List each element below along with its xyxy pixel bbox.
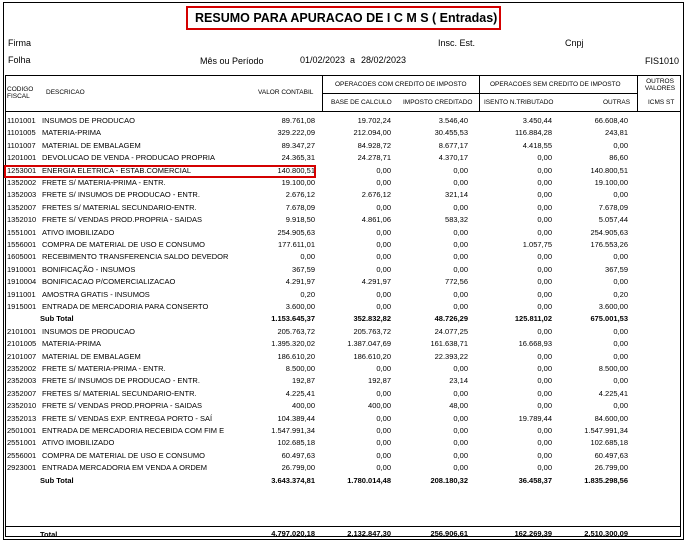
row-base: 4.861,06 [361, 215, 391, 225]
row-imposto: 0,00 [453, 252, 468, 262]
row-valor: 89.761,08 [281, 116, 315, 125]
row-desc: ENTRADA DE MERCADORIA PARA CONSERTO [42, 302, 209, 311]
row-isento: 0,00 [537, 463, 552, 473]
row-base: 0,00 [376, 388, 391, 398]
row-desc: FRETE S/ VENDAS PROD.PROPRIA - SAIDAS [42, 215, 203, 225]
row-desc: Sub Total [40, 314, 74, 324]
row-code: 2352007 [7, 388, 37, 398]
row-outras: 0,00 [613, 277, 628, 287]
row-valor: 8.500,00 [285, 364, 315, 373]
row-outras: 1.835.298,56 [584, 475, 628, 485]
row-base: 0,00 [376, 289, 391, 299]
row-desc: ATIVO IMOBILIZADO [42, 227, 115, 237]
row-base: 0,00 [376, 426, 391, 435]
table-row [6, 350, 680, 363]
cnpj-label: Cnpj [565, 38, 584, 48]
row-outras: 0,00 [613, 252, 628, 262]
row-valor: 3.643.374,81 [271, 475, 315, 485]
row-imposto: 321,14 [445, 190, 468, 200]
row-base: 352.832,82 [353, 314, 391, 324]
col-icms-st: ICMS ST [648, 99, 675, 106]
row-isento: 0,00 [537, 178, 552, 187]
table-row [6, 126, 680, 139]
table-row [6, 114, 680, 127]
row-code: 2101007 [7, 351, 37, 361]
table-row [6, 461, 680, 474]
row-code: 1352003 [7, 190, 37, 200]
row-isento: 0,00 [537, 252, 552, 262]
row-isento: 0,00 [537, 190, 552, 200]
row-code: 1352010 [7, 215, 37, 225]
row-imposto: 22.393,22 [434, 351, 468, 361]
row-isento: 0,00 [537, 351, 552, 361]
row-code: 2352013 [7, 413, 37, 423]
row-highlight [4, 165, 316, 178]
row-imposto: 8.677,17 [438, 140, 468, 150]
row-isento: 116.884,28 [515, 128, 552, 138]
table-row [6, 250, 680, 263]
row-code: 2352003 [7, 376, 37, 386]
row-outras: 3.600,00 [598, 302, 628, 311]
row-valor: 205.763,72 [277, 326, 315, 336]
row-imposto: 583,32 [445, 215, 468, 225]
row-base: 84.928,72 [357, 140, 391, 150]
row-outras: 0,20 [613, 289, 628, 299]
row-code: 1910001 [7, 264, 37, 274]
row-isento: 0,00 [537, 376, 552, 386]
row-desc: COMPRA DE MATERIAL DE USO E CONSUMO [42, 240, 205, 249]
total-isento: 162.269,39 [514, 529, 552, 538]
row-valor: 329.222,09 [277, 128, 315, 138]
table-row [6, 399, 680, 412]
table-row [6, 139, 680, 152]
row-code: 1201001 [7, 153, 37, 163]
total-valor: 4.797.020,18 [271, 529, 315, 538]
row-base: 192,87 [368, 376, 391, 386]
row-isento: 3.450,44 [522, 116, 552, 125]
row-desc: MATERIA-PRIMA [42, 128, 102, 138]
row-base: 0,00 [376, 240, 391, 249]
row-outras: 140.800,51 [590, 165, 628, 175]
row-desc: INSUMOS DE PRODUCAO [42, 326, 135, 336]
row-valor: 177.611,01 [278, 240, 315, 249]
row-isento: 4.418,55 [522, 140, 552, 150]
row-valor: 19.100,00 [281, 178, 315, 187]
row-base: 0,00 [376, 364, 391, 373]
table-row [6, 300, 680, 313]
periodo-from: 01/02/2023 [300, 55, 346, 65]
row-valor: 2.676,12 [285, 190, 315, 200]
row-isento: 36.458,37 [518, 475, 552, 485]
row-code: 1551001 [7, 227, 37, 237]
row-valor: 400,00 [292, 401, 315, 411]
col-imposto-creditado: IMPOSTO CREDITADO [403, 99, 473, 106]
row-desc: BONIFICACAO P/COMERCIALIZACAO [42, 277, 176, 287]
row-isento: 1.057,75 [522, 240, 552, 249]
table-row [6, 325, 680, 338]
row-imposto: 0,00 [453, 240, 468, 249]
row-desc: MATERIA-PRIMA [42, 339, 102, 349]
subtotal-row [6, 312, 680, 325]
row-isento: 0,00 [537, 438, 552, 448]
row-desc: FRETE S/ MATERIA-PRIMA - ENTR. [42, 364, 166, 373]
table-row [6, 288, 680, 301]
report-title: RESUMO PARA APURACAO DE I C M S ( Entradas) [195, 11, 498, 25]
row-valor: 3.600,00 [285, 302, 315, 311]
row-isento: 0,00 [537, 302, 552, 311]
table-row [6, 275, 680, 288]
row-valor: 7.678,09 [285, 202, 315, 212]
row-desc: RECEBIMENTO TRANSFERENCIA SALDO DEVEDOR [42, 252, 229, 262]
row-outras: 102.685,18 [590, 438, 628, 448]
row-code: 1101001 [7, 116, 36, 125]
row-imposto: 0,00 [453, 364, 468, 373]
row-base: 0,00 [376, 264, 391, 274]
row-imposto: 0,00 [453, 165, 468, 175]
row-valor: 102.685,18 [277, 438, 315, 448]
table-row [6, 213, 680, 226]
row-outras: 7.678,09 [598, 202, 628, 212]
row-desc: FRETE S/ MATERIA-PRIMA - ENTR. [42, 178, 166, 187]
report-code: FIS1010 [645, 56, 680, 66]
row-code: 2101001 [7, 326, 37, 336]
row-outras: 26.799,00 [594, 463, 628, 473]
row-imposto: 0,00 [453, 426, 468, 435]
row-code: 1253001 [7, 165, 37, 175]
row-base: 0,00 [376, 438, 391, 448]
row-outras: 8.500,00 [598, 364, 628, 373]
row-valor: 104.389,44 [277, 413, 315, 423]
row-base: 0,00 [376, 252, 391, 262]
row-valor: 1.153.645,37 [271, 314, 315, 324]
row-base: 186.610,20 [353, 351, 391, 361]
row-valor: 89.347,27 [281, 140, 315, 150]
col-sem-credito: OPERACOES SEM CREDITO DE IMPOSTO [490, 81, 621, 88]
col-isento: ISENTO N.TRIBUTADO [484, 99, 554, 106]
table-row [6, 263, 680, 276]
row-isento: 125.811,02 [514, 314, 552, 324]
row-isento: 19.789,44 [518, 413, 552, 423]
row-desc: FRETE S/ VENDAS EXP. ENTREGA PORTO - SAÍ [42, 413, 213, 423]
row-isento: 0,00 [537, 153, 552, 163]
row-outras: 0,00 [613, 401, 628, 411]
row-imposto: 0,00 [453, 264, 468, 274]
row-base: 0,00 [376, 165, 391, 175]
col-outros-valores: OUTROS VALORES [644, 78, 676, 92]
row-isento: 0,00 [537, 277, 552, 287]
row-desc: FRETE S/ VENDAS PROD.PROPRIA - SAIDAS [42, 401, 203, 411]
row-code: 2352010 [7, 401, 37, 411]
row-desc: FRETE S/ INSUMOS DE PRODUCAO - ENTR. [42, 376, 200, 386]
row-valor: 4.225,41 [285, 388, 315, 398]
table-row [6, 449, 680, 462]
row-valor: 367,59 [292, 264, 315, 274]
row-imposto: 30.455,53 [434, 128, 468, 138]
table-row [6, 374, 680, 387]
total-row [6, 527, 680, 540]
row-imposto: 0,00 [453, 438, 468, 448]
table-row [6, 201, 680, 214]
row-desc: AMOSTRA GRATIS - INSUMOS [42, 289, 150, 299]
folha-label: Folha [8, 55, 31, 65]
row-base: 212.094,00 [353, 128, 391, 138]
row-desc: INSUMOS DE PRODUCAO [42, 116, 135, 125]
row-code: 2923001 [7, 463, 37, 473]
row-outras: 1.547.991,34 [584, 426, 628, 435]
total-base: 2.132.847,30 [347, 529, 391, 538]
row-desc: ENTRADA DE MERCADORIA RECEBIDA COM FIM E [42, 426, 225, 435]
row-valor: 254.905,63 [277, 227, 315, 237]
table-row [6, 337, 680, 350]
row-desc: MATERIAL DE EMBALAGEM [42, 351, 141, 361]
row-base: 400,00 [368, 401, 391, 411]
row-outras: 0,00 [613, 339, 628, 349]
row-code: 2101005 [7, 339, 37, 349]
row-valor: 60.497,63 [281, 450, 315, 460]
row-imposto: 0,00 [453, 289, 468, 299]
row-base: 0,00 [376, 302, 391, 311]
total-imposto: 256.906,61 [430, 529, 468, 538]
row-valor: 4.291,97 [285, 277, 315, 287]
row-outras: 19.100,00 [594, 178, 628, 187]
row-imposto: 0,00 [453, 178, 468, 187]
row-base: 1.780.014,48 [347, 475, 391, 485]
row-code: 1101005 [7, 128, 36, 138]
row-isento: 0,00 [537, 202, 552, 212]
row-outras: 0,00 [613, 376, 628, 386]
row-isento: 0,00 [537, 289, 552, 299]
row-outras: 66.608,40 [594, 116, 628, 125]
row-base: 2.676,12 [361, 190, 391, 200]
row-base: 0,00 [376, 413, 391, 423]
row-imposto: 0,00 [453, 413, 468, 423]
row-outras: 176.553,26 [590, 240, 628, 249]
row-outras: 243,81 [605, 128, 628, 138]
row-imposto: 3.546,40 [438, 116, 468, 125]
row-code: 1101007 [7, 140, 36, 150]
row-code: 1910004 [7, 277, 37, 287]
row-imposto: 161.638,71 [430, 339, 468, 349]
row-base: 205.763,72 [353, 326, 391, 336]
row-imposto: 48,00 [449, 401, 468, 411]
row-valor: 1.395.320,02 [271, 339, 315, 349]
row-isento: 0,00 [537, 165, 552, 175]
row-code: 1911001 [7, 289, 36, 299]
row-outras: 4.225,41 [598, 388, 628, 398]
col-valor-contabil: VALOR CONTABIL [258, 89, 314, 96]
row-valor: 140.800,51 [277, 165, 315, 175]
row-base: 0,00 [376, 227, 391, 237]
row-imposto: 208.180,32 [430, 475, 468, 485]
row-desc: Sub Total [40, 475, 74, 485]
row-outras: 60.497,63 [594, 450, 628, 460]
row-imposto: 772,56 [445, 277, 468, 287]
row-valor: 1.547.991,34 [271, 426, 315, 435]
firma-label: Firma [8, 38, 31, 48]
row-outras: 0,00 [613, 140, 628, 150]
row-isento: 0,00 [537, 264, 552, 274]
row-valor: 192,87 [292, 376, 315, 386]
col-outras: OUTRAS [603, 99, 631, 106]
row-isento: 0,00 [537, 401, 552, 411]
row-desc: DEVOLUCAO DE VENDA - PRODUCAO PROPRIA [42, 153, 215, 163]
table-row [6, 424, 680, 437]
row-base: 0,00 [376, 463, 391, 473]
row-imposto: 23,14 [449, 376, 468, 386]
row-desc: FRETES S/ MATERIAL SECUNDARIO-ENTR. [42, 202, 197, 212]
row-desc: COMPRA DE MATERIAL DE USO E CONSUMO [42, 450, 205, 460]
row-code: 1556001 [7, 240, 37, 249]
row-outras: 86,60 [609, 153, 628, 163]
row-desc: MATERIAL DE EMBALAGEM [42, 140, 141, 150]
row-desc: ENTRADA MERCADORIA EM VENDA A ORDEM [42, 463, 208, 473]
row-code: 2551001 [7, 438, 37, 448]
row-outras: 5.057,44 [598, 215, 628, 225]
row-imposto: 0,00 [453, 302, 468, 311]
row-isento: 0,00 [537, 388, 552, 398]
row-valor: 0,00 [300, 252, 315, 262]
col-com-credito: OPERACOES COM CREDITO DE IMPOSTO [335, 81, 467, 88]
row-imposto: 0,00 [453, 227, 468, 237]
row-outras: 675.001,53 [590, 314, 628, 324]
row-code: 1915001 [7, 302, 37, 311]
row-valor: 186.610,20 [277, 351, 315, 361]
subtotal-row [6, 474, 680, 487]
row-desc: FRETES S/ MATERIAL SECUNDARIO-ENTR. [42, 388, 197, 398]
insc-label: Insc. Est. [438, 38, 476, 48]
row-code: 2556001 [7, 450, 37, 460]
table-row [6, 151, 680, 164]
row-imposto: 0,00 [453, 388, 468, 398]
table-row [6, 226, 680, 239]
row-desc: ATIVO IMOBILIZADO [42, 438, 115, 448]
row-base: 4.291,97 [361, 277, 391, 287]
table-row [6, 188, 680, 201]
periodo-label: Mês ou Período [200, 56, 264, 66]
row-base: 0,00 [376, 202, 391, 212]
row-code: 1352002 [7, 178, 37, 187]
periodo-sep: a [350, 55, 356, 65]
row-outras: 0,00 [613, 326, 628, 336]
table-row [6, 362, 680, 375]
row-isento: 0,00 [537, 326, 552, 336]
col-descricao: DESCRICAO [46, 89, 85, 96]
row-code: 1352007 [7, 202, 37, 212]
row-base: 1.387.047,69 [347, 339, 391, 349]
table-row [6, 387, 680, 400]
col-codigo-fiscal: CODIGO FISCAL [7, 86, 34, 100]
table-row [6, 412, 680, 425]
col-base-calculo: BASE DE CALCULO [331, 99, 392, 106]
row-valor: 0,20 [300, 289, 315, 299]
row-outras: 0,00 [613, 351, 628, 361]
table-row [6, 238, 680, 251]
row-valor: 26.799,00 [281, 463, 315, 473]
total-label: Total [40, 530, 58, 539]
row-outras: 84.600,00 [594, 413, 628, 423]
row-base: 19.702,24 [357, 116, 391, 125]
row-imposto: 48.726,29 [434, 314, 468, 324]
row-code: 2501001 [7, 426, 37, 435]
row-base: 24.278,71 [357, 153, 391, 163]
row-base: 0,00 [376, 178, 391, 187]
row-desc: FRETE S/ INSUMOS DE PRODUCAO - ENTR. [42, 190, 200, 200]
row-desc: BONIFICAÇÃO - INSUMOS [42, 264, 136, 274]
row-code: 2352002 [7, 364, 37, 373]
periodo-to: 28/02/2023 [361, 55, 407, 65]
row-imposto: 4.370,17 [438, 153, 468, 163]
row-base: 0,00 [376, 450, 391, 460]
row-imposto: 0,00 [453, 202, 468, 212]
row-isento: 0,00 [537, 227, 552, 237]
row-isento: 0,00 [537, 364, 552, 373]
row-isento: 0,00 [537, 426, 552, 435]
row-outras: 367,59 [605, 264, 628, 274]
row-desc: ENERGIA ELETRICA - ESTAB.COMERCIAL [42, 165, 192, 175]
row-outras: 0,00 [613, 190, 628, 200]
row-valor: 9.918,50 [285, 215, 315, 225]
row-valor: 24.365,31 [281, 153, 315, 163]
table-row [6, 436, 680, 449]
row-isento: 0,00 [537, 450, 552, 460]
total-outras: 2.510.300,09 [584, 529, 628, 538]
row-outras: 254.905,63 [590, 227, 628, 237]
row-imposto: 0,00 [453, 463, 468, 473]
row-imposto: 24.077,25 [434, 326, 468, 336]
row-code: 1605001 [7, 252, 37, 262]
row-isento: 0,00 [537, 215, 552, 225]
row-imposto: 0,00 [453, 450, 468, 460]
row-isento: 16.668,93 [518, 339, 552, 349]
